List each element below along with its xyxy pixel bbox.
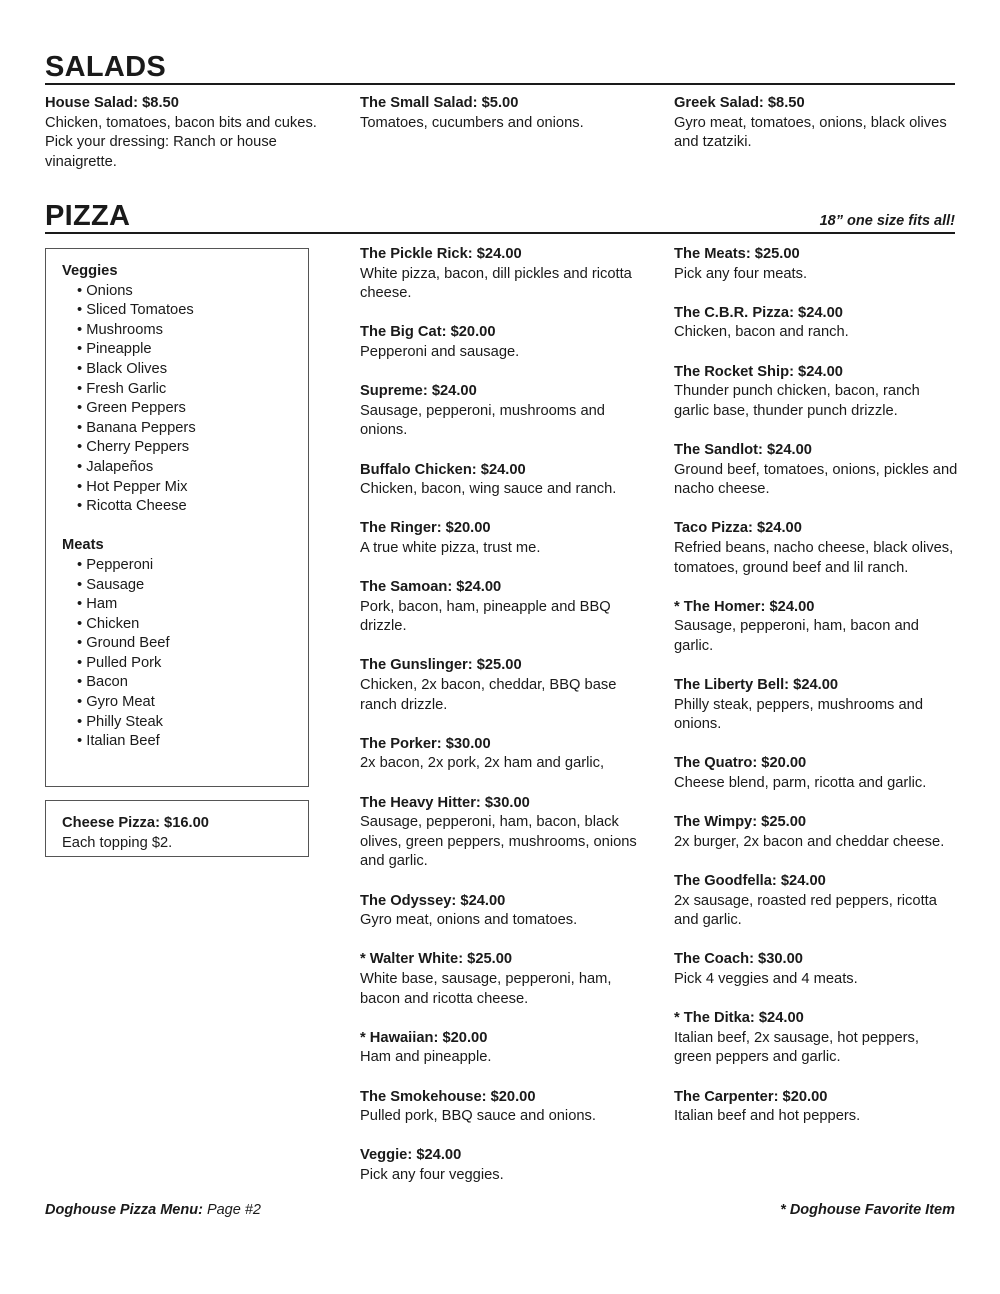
- menu-item: [674, 304, 958, 343]
- menu-item: [674, 950, 958, 989]
- menu-item-title: The Gunslinger: $25.00: [360, 657, 522, 674]
- menu-item: [360, 794, 644, 872]
- menu-item: [360, 519, 644, 558]
- salads-header: [45, 52, 955, 85]
- menu-item: [360, 382, 644, 441]
- menu-item-title: The Meats: $25.00: [674, 246, 800, 262]
- menu-item-desc: Pork, bacon, ham, pineapple and BBQ drizzle.: [360, 598, 611, 635]
- menu-item-title: The C.B.R. Pizza: $24.00: [674, 304, 843, 321]
- menu-item-desc: Ground beef, tomatoes, onions, pickles and nacho cheese.: [674, 461, 958, 498]
- salad-item-house: [45, 94, 329, 172]
- veggies-title: Veggies: [62, 263, 118, 279]
- menu-item-desc: Pick any four meats.: [674, 265, 808, 282]
- menu-item-desc: 2x burger, 2x bacon and cheddar cheese.: [674, 833, 945, 850]
- list-item: • Sausage: [77, 576, 292, 596]
- list-item: • Pineapple: [77, 340, 292, 360]
- menu-item-title: The Coach: $30.00: [674, 951, 803, 968]
- pizza-header: [45, 201, 955, 234]
- menu-item-title: The Ringer: $20.00: [360, 520, 491, 537]
- menu-item: [360, 245, 644, 304]
- menu-item-title: The Samoan: $24.00: [360, 579, 502, 596]
- menu-item-desc: Cheese blend, parm, ricotta and garlic.: [674, 775, 927, 792]
- salad-item-title: House Salad: $8.50: [45, 95, 179, 111]
- salad-item-title: Greek Salad: $8.50: [674, 95, 805, 111]
- menu-item: [360, 578, 644, 637]
- menu-item: [674, 245, 958, 284]
- footer-favorite-note: * Doghouse Favorite Item: [780, 1202, 955, 1218]
- menu-item-desc: Sausage, pepperoni, ham, bacon, black olives, green peppers, mushrooms, onions and garlic.: [360, 814, 637, 870]
- list-item: • Pepperoni: [77, 556, 292, 576]
- menu-item-desc: Sausage, pepperoni, ham, bacon and garlic.: [674, 618, 919, 654]
- salads-title: SALADS: [45, 51, 167, 83]
- footer-page-number: Page #2: [206, 1202, 261, 1218]
- menu-item-desc: White pizza, bacon, dill pickles and ricotta cheese.: [360, 265, 632, 302]
- list-item: • Hot Pepper Mix: [77, 478, 292, 498]
- veggies-list: [62, 282, 292, 517]
- menu-item-desc: Chicken, 2x bacon, cheddar, BBQ base ranch drizzle.: [360, 677, 617, 713]
- menu-item-desc: Gyro meat, onions and tomatoes.: [360, 912, 578, 929]
- menu-item-title: The Quatro: $20.00: [674, 755, 807, 772]
- menu-item-title: The Pickle Rick: $24.00: [360, 246, 522, 262]
- cheese-pizza-title: Cheese Pizza: $16.00: [62, 815, 209, 831]
- menu-item-desc: Italian beef and hot peppers.: [674, 1108, 861, 1125]
- list-item: • Chicken: [77, 615, 292, 635]
- cheese-pizza-desc: Each topping $2.: [62, 834, 173, 851]
- list-item: • Jalapeños: [77, 458, 292, 478]
- menu-item: [360, 461, 644, 500]
- salad-item-greek: [674, 94, 958, 153]
- menu-item-title: Buffalo Chicken: $24.00: [360, 461, 526, 478]
- list-item: • Sliced Tomatoes: [77, 301, 292, 321]
- menu-item-title: The Carpenter: $20.00: [674, 1088, 828, 1105]
- cheese-pizza-box: [45, 800, 309, 857]
- menu-item-desc: Chicken, bacon and ranch.: [674, 324, 849, 341]
- toppings-box: [45, 248, 309, 787]
- menu-item: [674, 754, 958, 793]
- menu-item-desc: A true white pizza, trust me.: [360, 539, 541, 556]
- menu-item: [360, 735, 644, 774]
- menu-item: [674, 519, 958, 578]
- list-item: • Fresh Garlic: [77, 380, 292, 400]
- menu-item-desc: Pick 4 veggies and 4 meats.: [674, 970, 858, 987]
- list-item: • Onions: [77, 282, 292, 302]
- list-item: • Italian Beef: [77, 732, 292, 752]
- menu-item: [674, 872, 958, 931]
- list-item: • Bacon: [77, 673, 292, 693]
- menu-item-title: * The Ditka: $24.00: [674, 1010, 804, 1027]
- menu-item-desc: Philly steak, peppers, mushrooms and onions.: [674, 696, 923, 733]
- menu-item-desc: 2x sausage, roasted red peppers, ricotta and garlic.: [674, 892, 937, 929]
- menu-item-title: Veggie: $24.00: [360, 1147, 462, 1164]
- menu-item-desc: Pepperoni and sausage.: [360, 343, 520, 360]
- menu-item-desc: Italian beef, 2x sausage, hot peppers, green peppers and garlic.: [674, 1029, 919, 1066]
- list-item: • Green Peppers: [77, 399, 292, 419]
- menu-item: [674, 1088, 958, 1127]
- menu-item-desc: Chicken, bacon, wing sauce and ranch.: [360, 481, 617, 498]
- meats-title: Meats: [62, 537, 104, 554]
- list-item: • Banana Peppers: [77, 419, 292, 439]
- menu-item: [360, 323, 644, 362]
- menu-item: [360, 950, 644, 1009]
- menu-item: [360, 656, 644, 715]
- salad-item-desc: Gyro meat, tomatoes, onions, black olives and tzatziki.: [674, 114, 947, 151]
- menu-item-title: The Heavy Hitter: $30.00: [360, 794, 530, 811]
- menu-item-desc: Sausage, pepperoni, mushrooms and onions.: [360, 402, 605, 439]
- menu-item: [360, 1146, 644, 1185]
- menu-item: [674, 441, 958, 500]
- menu-item: [360, 1029, 644, 1068]
- salad-item-small: [360, 94, 644, 133]
- menu-item: [360, 1088, 644, 1127]
- meats-list: [62, 556, 292, 752]
- menu-item-title: The Odyssey: $24.00: [360, 892, 506, 909]
- menu-item-desc: Refried beans, nacho cheese, black olives, tomatoes, ground beef and lil ranch.: [674, 539, 954, 576]
- pizza-column-3: [674, 245, 958, 1146]
- menu-item-title: * Walter White: $25.00: [360, 951, 513, 968]
- menu-item-title: The Goodfella: $24.00: [674, 873, 826, 889]
- menu-item-title: The Wimpy: $25.00: [674, 814, 807, 831]
- list-item: • Ricotta Cheese: [77, 497, 292, 517]
- salad-item-title: The Small Salad: $5.00: [360, 95, 519, 111]
- menu-item-desc: Pulled pork, BBQ sauce and onions.: [360, 1108, 596, 1125]
- meats-group: [62, 536, 292, 752]
- pizza-column-2: [360, 245, 644, 1205]
- veggies-group: [62, 262, 292, 517]
- pizza-size-note: 18” one size fits all!: [819, 213, 955, 229]
- menu-item: [360, 892, 644, 931]
- menu-item-desc: White base, sausage, pepperoni, ham, bacon and ricotta cheese.: [360, 970, 612, 1007]
- menu-item-title: The Big Cat: $20.00: [360, 324, 496, 341]
- list-item: • Mushrooms: [77, 321, 292, 341]
- footer-menu-name: Doghouse Pizza Menu:: [45, 1202, 203, 1218]
- list-item: • Black Olives: [77, 360, 292, 380]
- menu-item-title: The Liberty Bell: $24.00: [674, 677, 839, 694]
- menu-item: [674, 1009, 958, 1068]
- list-item: • Ground Beef: [77, 634, 292, 654]
- menu-item-title: Supreme: $24.00: [360, 383, 477, 400]
- menu-item: [674, 813, 958, 852]
- list-item: • Pulled Pork: [77, 654, 292, 674]
- menu-item-title: * Hawaiian: $20.00: [360, 1029, 488, 1046]
- footer-page-label: [45, 1202, 261, 1218]
- menu-item-title: Taco Pizza: $24.00: [674, 520, 802, 537]
- menu-item-title: The Rocket Ship: $24.00: [674, 363, 843, 380]
- menu-item-title: The Porker: $30.00: [360, 735, 491, 752]
- menu-item-desc: Thunder punch chicken, bacon, ranch garlic base, thunder punch drizzle.: [674, 383, 920, 419]
- menu-item-desc: Ham and pineapple.: [360, 1049, 492, 1066]
- salad-item-desc: Tomatoes, cucumbers and onions.: [360, 114, 584, 131]
- menu-item-title: The Sandlot: $24.00: [674, 441, 812, 458]
- list-item: • Gyro Meat: [77, 693, 292, 713]
- list-item: • Ham: [77, 595, 292, 615]
- menu-item-title: * The Homer: $24.00: [674, 598, 815, 615]
- menu-item: [674, 676, 958, 735]
- list-item: • Philly Steak: [77, 713, 292, 733]
- menu-item-desc: Pick any four veggies.: [360, 1166, 504, 1183]
- pizza-title: PIZZA: [45, 200, 131, 232]
- menu-item-title: The Smokehouse: $20.00: [360, 1088, 536, 1105]
- list-item: • Cherry Peppers: [77, 438, 292, 458]
- salad-item-desc: Chicken, tomatoes, bacon bits and cukes. Pick your dressing: Ranch or house vinaigrette.: [45, 114, 317, 170]
- menu-item: [674, 598, 958, 657]
- menu-item: [674, 363, 958, 422]
- menu-item-desc: 2x bacon, 2x pork, 2x ham and garlic,: [360, 755, 605, 772]
